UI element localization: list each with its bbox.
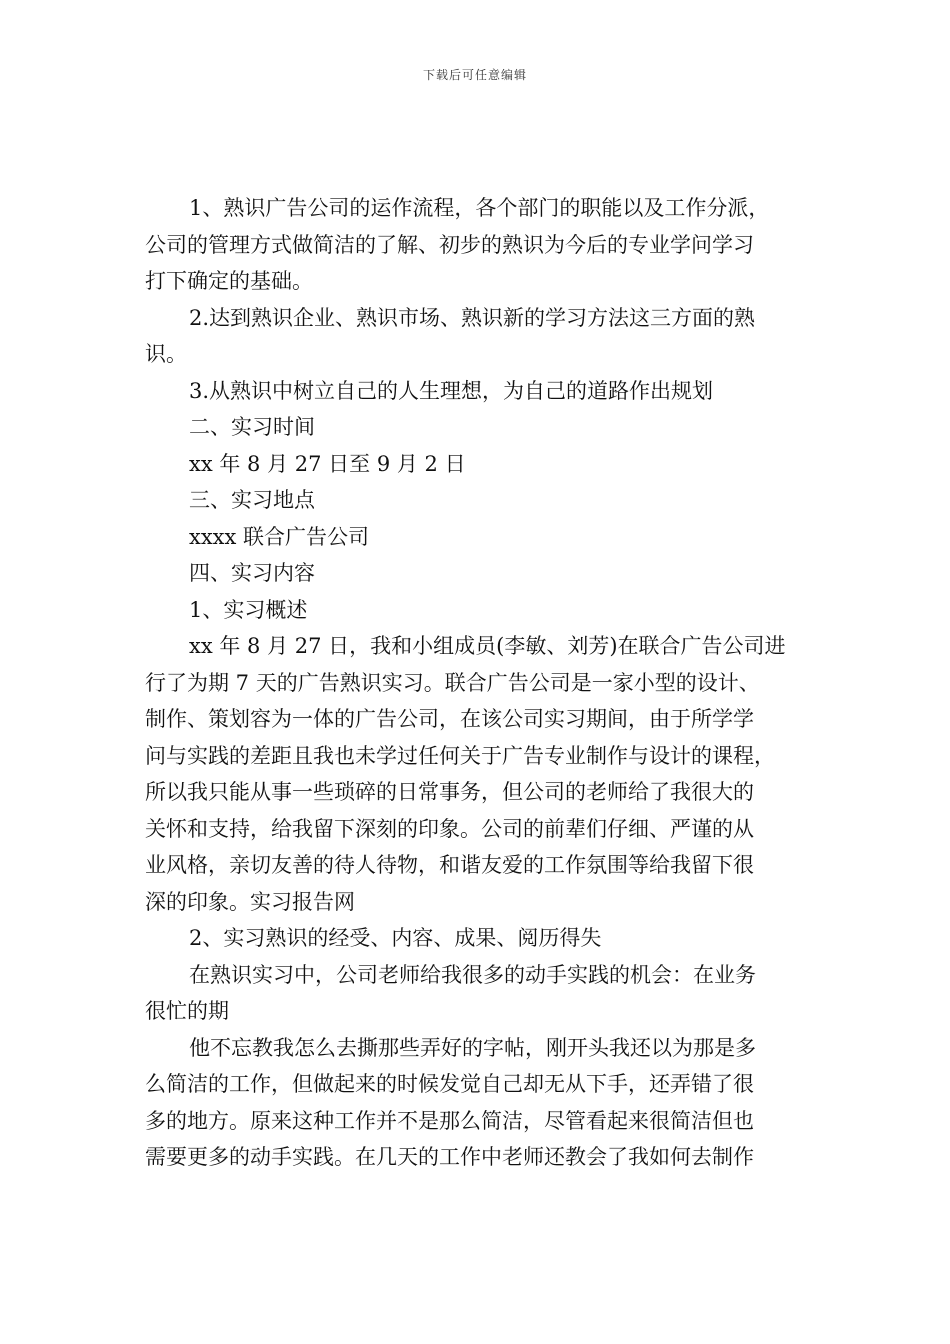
paragraph-line: xx 年 8 月 27 日至 9 月 2 日 (189, 451, 466, 476)
paragraph-line: 制作、策划容为一体的广告公司，在该公司实习期间，由于所学学 (145, 707, 754, 731)
paragraph-line: 打下确定的基础。 (145, 269, 313, 293)
paragraph-line: 行了为期 7 天的广告熟识实习。联合广告公司是一家小型的设计、 (145, 670, 760, 695)
subsection-heading: 2、实习熟识的经受、内容、成果、阅历得失 (189, 926, 602, 950)
section-heading: 四、实习内容 (189, 561, 315, 585)
paragraph-line: 需要更多的动手实践。在几天的工作中老师还教会了我如何去制作 (145, 1145, 754, 1169)
paragraph-line: 在熟识实习中，公司老师给我很多的动手实践的机会：在业务 (189, 962, 756, 987)
subsection-heading: 1、实习概述 (189, 597, 308, 622)
paragraph-line: 他不忘教我怎么去撕那些弄好的字帖，刚开头我还以为那是多 (189, 1035, 756, 1060)
paragraph-line: 业风格，亲切友善的待人待物，和谐友爱的工作氛围等给我留下很 (145, 853, 754, 877)
paragraph-line: xxxx 联合广告公司 (189, 524, 370, 549)
paragraph-line: 1、熟识广告公司的运作流程，各个部门的职能以及工作分派， (189, 196, 770, 220)
document-body (145, 190, 813, 1176)
paragraph-line: 所以我只能从事一些琐碎的日常事务，但公司的老师给了我很大的 (145, 780, 754, 804)
paragraph-line: 多的地方。原来这种工作并不是那么简洁，尽管看起来很简洁但也 (145, 1108, 754, 1133)
paragraph-line: 公司的管理方式做简洁的了解、初步的熟识为今后的专业学问学习 (145, 232, 754, 257)
paragraph-line: 深的印象。实习报告网 (145, 889, 355, 914)
paragraph-line: 很忙的期 (145, 999, 229, 1023)
paragraph-line: 关怀和支持，给我留下深刻的印象。公司的前辈们仔细、严谨的从 (145, 816, 754, 841)
paragraph-line: 2.达到熟识企业、熟识市场、熟识新的学习方法这三方面的熟 (189, 305, 756, 330)
section-heading: 二、实习时间 (189, 415, 315, 439)
paragraph-line: xx 年 8 月 27 日，我和小组成员(李敏、刘芳)在联合广告公司进 (189, 634, 786, 658)
section-heading: 三、实习地点 (189, 488, 315, 512)
paragraph-line: 识。 (145, 342, 187, 366)
paragraph-line: 么简洁的工作，但做起来的时候发觉自己却无从下手，还弄错了很 (145, 1072, 754, 1096)
paragraph-line: 3.从熟识中树立自己的人生理想，为自己的道路作出规划 (189, 378, 714, 403)
page-header: 下载后可任意编辑 (422, 68, 527, 82)
paragraph-line: 问与实践的差距且我也未学过任何关于广告专业制作与设计的课程， (145, 743, 775, 768)
